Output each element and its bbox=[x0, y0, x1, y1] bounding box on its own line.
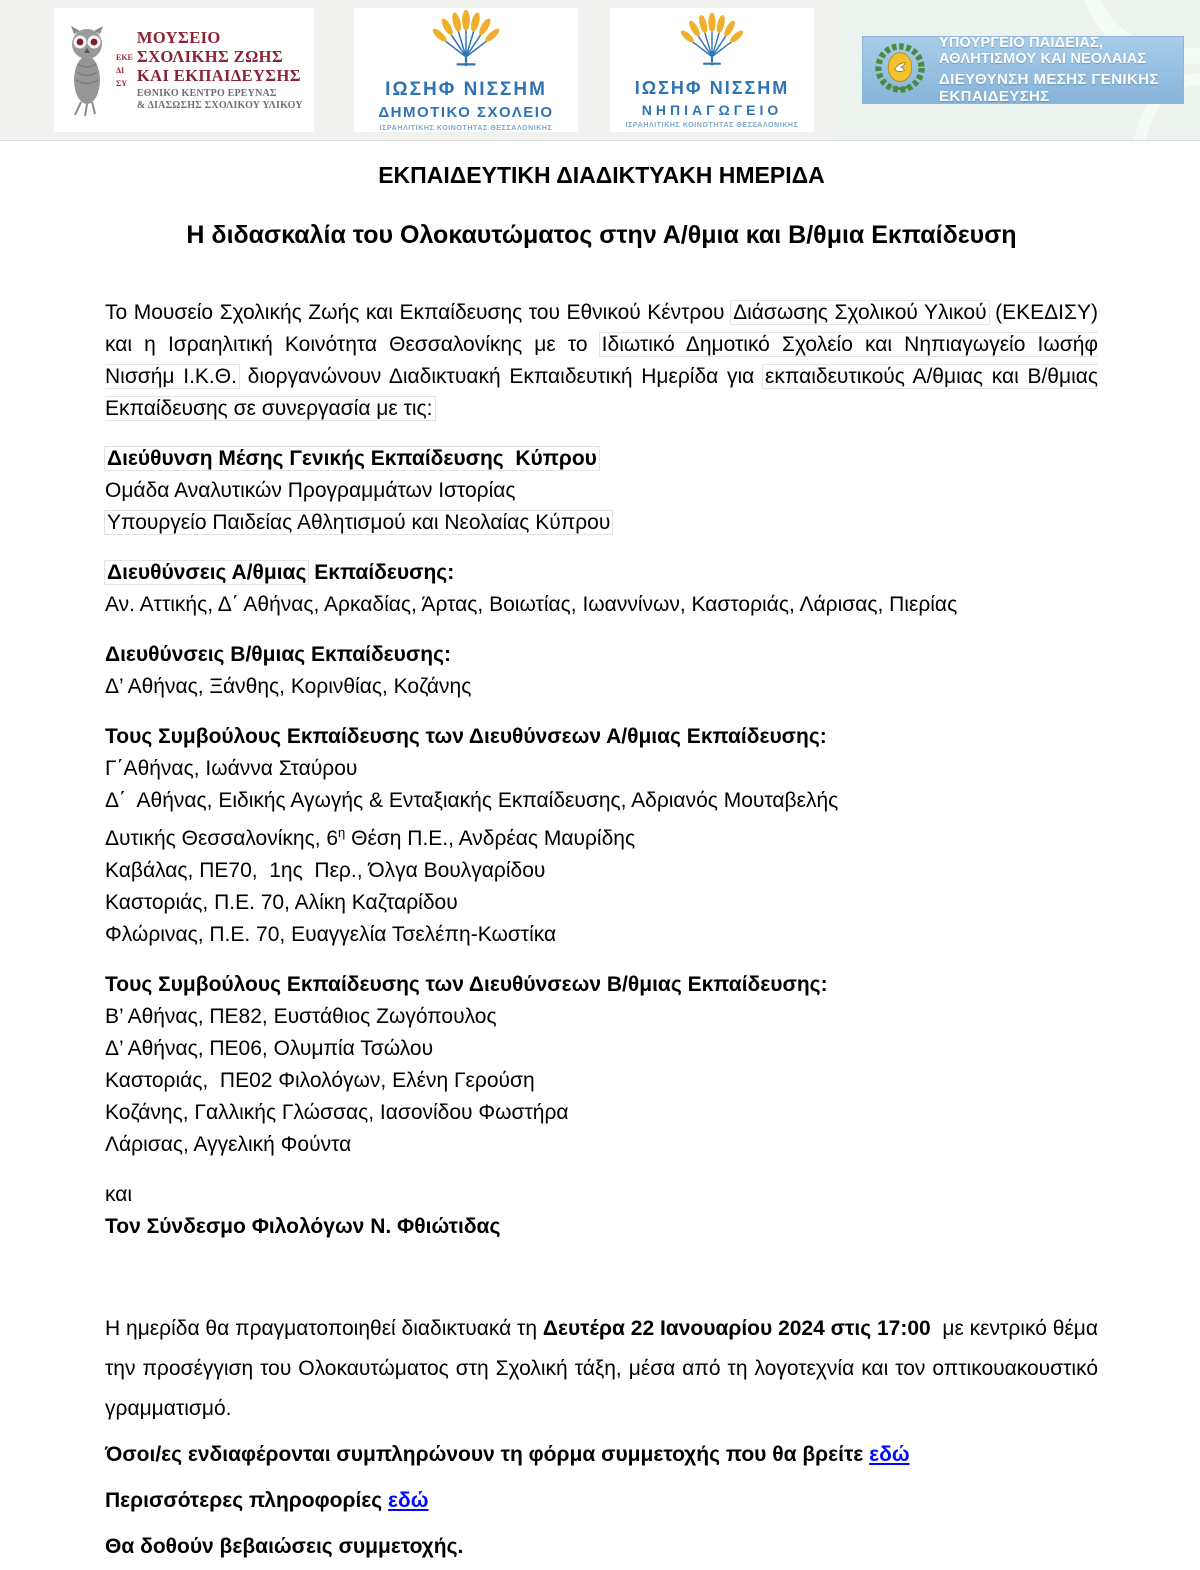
museum-subtitle-line: ΕΘΝΙΚΟ ΚΕΝΤΡΟ ΕΡΕΥΝΑΣ bbox=[136, 88, 277, 99]
page-subtitle: Η διδασκαλία του Ολοκαυτώματος στην Α/θμια και Β/θμια Εκπαίδευση bbox=[186, 221, 1017, 249]
text-line bbox=[105, 1097, 1098, 1129]
school-type: ΔΗΜΟΤΙΚΟ ΣΧΟΛΕΙΟ bbox=[378, 104, 554, 121]
acronym-line: ΔΙ bbox=[116, 65, 125, 75]
text-segment: Κοζάνης, Γαλλικής Γλώσσας, Ιασονίδου Φωστήρα bbox=[105, 1101, 569, 1124]
text-segment: Δευτέρα 22 Ιανουαρίου 2024 στις 17:00 bbox=[542, 1317, 931, 1340]
logo-primary-school bbox=[354, 8, 578, 132]
text-line bbox=[105, 919, 1098, 951]
text-segment: Γ΄Αθήνας, Ιωάννα Σταύρου bbox=[105, 757, 358, 780]
text-segment: και bbox=[105, 1183, 133, 1206]
registration-line bbox=[105, 1435, 1098, 1475]
certificates-line bbox=[105, 1527, 1098, 1567]
text-line bbox=[105, 1001, 1098, 1033]
intro-paragraph bbox=[105, 297, 1098, 425]
acronym-line: ΕΚΕ bbox=[116, 52, 133, 62]
acronym-line: ΣΥ bbox=[116, 78, 128, 88]
museum-subtitle-line: & ΔΙΑΣΩΣΗΣ ΣΧΟΛΙΚΟΥ ΥΛΙΚΟΥ bbox=[136, 100, 303, 111]
text-segment: Θα δοθούν βεβαιώσεις συμμετοχής. bbox=[105, 1535, 464, 1558]
text-segment: Ομάδα Αναλυτικών Προγραμμάτων Ιστορίας bbox=[105, 479, 516, 502]
text-segment: Όσοι/ες ενδιαφέρονται συμπληρώνουν τη φόρμα συμμετοχής που θα βρείτε bbox=[105, 1443, 870, 1466]
superscript: η bbox=[338, 825, 346, 840]
text-segment: Λάρισας, Αγγελική Φούντα bbox=[105, 1133, 352, 1156]
school-name: ΙΩΣΗΦ ΝΙΣΣΗΜ bbox=[385, 79, 547, 100]
text-line bbox=[105, 887, 1098, 919]
text-segment: Καβάλας, ΠΕ70, 1ης Περ., Όλγα Βουλγαρίδου bbox=[105, 859, 546, 882]
text-line bbox=[105, 1065, 1098, 1097]
owl-logo-icon bbox=[58, 22, 116, 118]
ministry-banner bbox=[862, 36, 1184, 104]
logo-kindergarten bbox=[610, 8, 814, 132]
spacer bbox=[105, 1161, 1098, 1179]
secondary-directorates-heading bbox=[105, 639, 1098, 671]
school-community: ΙΣΡΑΗΛΙΤΙΚΗΣ ΚΟΙΝΟΤΗΤΑΣ ΘΕΣΣΑΛΟΝΙΚΗΣ bbox=[379, 125, 553, 132]
text-line bbox=[105, 1033, 1098, 1065]
text-segment: (ΕΚΕΔΙΣΥ) και η Ισραηλιτική Κοινότητα Θεσσαλονίκης με το bbox=[105, 301, 1098, 356]
kindergarten-type: ΝΗΠΙΑΓΩΓΕΙΟ bbox=[641, 102, 783, 118]
text-segment: Δ΄ Αθήνας, Ειδικής Αγωγής & Ενταξιακής Εκπαίδευσης, Αδριανός Μουταβελής bbox=[105, 789, 839, 812]
text-segment: Διεύθυνση Μέσης Γενικής Εκπαίδευσης Κύπρου bbox=[107, 447, 597, 470]
text-segment: Τον Σύνδεσμο Φιλολόγων Ν. Φθιώτιδας bbox=[105, 1215, 501, 1238]
text-segment: Η ημερίδα θα πραγματοποιηθεί διαδικτυακά τη bbox=[105, 1317, 543, 1340]
text-segment: Β’ Αθήνας, ΠΕ82, Ευστάθιος Ζωγόπουλος bbox=[105, 1005, 497, 1028]
text-line bbox=[105, 855, 1098, 887]
ministry-directorate: ΔΙΕΥΘΥΝΣΗ ΜΕΣΗΣ ΓΕΝΙΚΗΣ ΕΚΠΑΙΔΕΥΣΗΣ bbox=[939, 71, 1159, 105]
primary-directorates-heading bbox=[105, 557, 1098, 589]
text-segment: Διάσωσης Σχολικού Υλικού bbox=[733, 301, 987, 324]
page-title: ΕΚΠΑΙΔΕΥΤΙΚΗ ΔΙΑΔΙΚΤΥΑΚΗ ΗΜΕΡΙΔΑ bbox=[378, 162, 825, 188]
text-segment: Δ’ Αθήνας, ΠΕ06, Ολυμπία Τσώλου bbox=[105, 1037, 434, 1060]
kindergarten-community: ΙΣΡΑΗΛΙΤΙΚΗΣ ΚΟΙΝΟΤΗΤΑΣ ΘΕΣΣΑΛΟΝΙΚΗΣ bbox=[625, 122, 799, 129]
text-line bbox=[105, 475, 1098, 507]
menorah-icon bbox=[418, 8, 514, 75]
text-segment: Θέση Π.Ε., Ανδρέας Μαυρίδης bbox=[345, 827, 636, 850]
ekedisy-acronym bbox=[116, 53, 133, 88]
text-segment: Διευθύνσεις Α/θμιας bbox=[107, 561, 307, 584]
logos-header bbox=[0, 0, 1200, 141]
text-line bbox=[105, 671, 1098, 703]
spacer bbox=[105, 539, 1098, 557]
cyprus-emblem-icon bbox=[873, 40, 927, 101]
spacer bbox=[105, 703, 1098, 721]
document-text-blocks bbox=[105, 297, 1098, 1567]
text-line bbox=[105, 753, 1098, 785]
museum-title-line: ΜΟΥΣΕΙΟ bbox=[136, 28, 221, 47]
document-body bbox=[0, 141, 1200, 1567]
kindergarten-name: ΙΩΣΗΦ ΝΙΣΣΗΜ bbox=[634, 78, 790, 98]
text-segment: Καστοριάς, Π.Ε. 70, Αλίκη Καζταρίδου bbox=[105, 891, 458, 914]
more-info-line bbox=[105, 1481, 1098, 1521]
spacer bbox=[105, 1243, 1098, 1303]
text-segment: Περισσότερες πληροφορίες bbox=[105, 1489, 389, 1512]
text-segment: Ιδιωτικό Δημοτικό Σχολείο και Νηπιαγωγείο Ιωσήφ Νισσήμ Ι.Κ.Θ. bbox=[105, 333, 1098, 388]
secondary-advisors-heading bbox=[105, 969, 1098, 1001]
text-line bbox=[105, 1179, 1098, 1211]
museum-title-line: ΣΧΟΛΙΚΗΣ ΖΩΗΣ bbox=[136, 47, 284, 66]
text-segment: Δ’ Αθήνας, Ξάνθης, Κορινθίας, Κοζάνης bbox=[105, 675, 472, 698]
text-segment: διοργανώνουν Διαδικτυακή Εκπαιδευτική Ημερίδα για bbox=[238, 365, 764, 388]
text-segment: Το Μουσείο Σχολικής Ζωής και Εκπαίδευσης του Εθνικού Κέντρου bbox=[105, 301, 732, 324]
philologists-association-line bbox=[105, 1211, 1098, 1243]
text-segment: Καστοριάς, ΠΕ02 Φιλολόγων, Ελένη Γερούση bbox=[105, 1069, 535, 1092]
text-segment: Τους Συμβούλους Εκπαίδευσης των Διευθύνσεων Β/θμιας Εκπαίδευσης: bbox=[105, 973, 828, 996]
text-line bbox=[105, 1129, 1098, 1161]
text-line bbox=[105, 817, 1098, 855]
text-segment: εκπαιδευτικούς Α/θμιας και Β/θμιας Εκπαίδευσης σε συνεργασία με τις: bbox=[105, 365, 1098, 420]
link-edo[interactable]: εδώ bbox=[388, 1489, 429, 1512]
text-segment: Διευθύνσεις Β/θμιας Εκπαίδευσης: bbox=[105, 643, 451, 666]
cyprus-directorate-heading bbox=[105, 443, 1098, 475]
text-segment: Φλώρινας, Π.Ε. 70, Ευαγγελία Τσελέπη-Κωστίκα bbox=[105, 923, 557, 946]
text-segment: Δυτικής Θεσσαλονίκης, 6 bbox=[105, 827, 339, 850]
text-segment: με κεντρικό θέμα την προσέγγιση του Ολοκαυτώματος στη Σχολική τάξη, μέσα από τη λογοτεχνία και τον οπτικουακουστικό γραμματισμό. bbox=[105, 1317, 1098, 1420]
text-line bbox=[105, 589, 1098, 621]
museum-title-line: ΚΑΙ ΕΚΠΑΙΔΕΥΣΗΣ bbox=[136, 66, 301, 85]
spacer bbox=[105, 621, 1098, 639]
logo-museum bbox=[54, 8, 314, 132]
text-segment: Εκπαίδευσης: bbox=[308, 561, 455, 584]
menorah-icon bbox=[668, 11, 756, 74]
link-edo[interactable]: εδώ bbox=[869, 1443, 910, 1466]
event-details-paragraph bbox=[105, 1309, 1098, 1429]
text-segment: Αν. Αττικής, Δ΄ Αθήνας, Αρκαδίας, Άρτας, Βοιωτίας, Ιωαννίνων, Καστοριάς, Λάρισας, Πιερίας bbox=[105, 593, 958, 616]
primary-advisors-heading bbox=[105, 721, 1098, 753]
ministry-name: ΥΠΟΥΡΓΕΙΟ ΠΑΙΔΕΙΑΣ, ΑΘΛΗΤΙΣΜΟΥ ΚΑΙ ΝΕΟΛΑΙΑΣ bbox=[939, 35, 1147, 67]
logo-ministry bbox=[840, 0, 1200, 140]
text-line bbox=[105, 507, 1098, 539]
text-line bbox=[105, 785, 1098, 817]
text-segment: Τους Συμβούλους Εκπαίδευσης των Διευθύνσεων Α/θμιας Εκπαίδευσης: bbox=[105, 725, 827, 748]
spacer bbox=[105, 951, 1098, 969]
spacer bbox=[105, 425, 1098, 443]
text-segment: Υπουργείο Παιδείας Αθλητισμού και Νεολαίας Κύπρου bbox=[107, 511, 611, 534]
